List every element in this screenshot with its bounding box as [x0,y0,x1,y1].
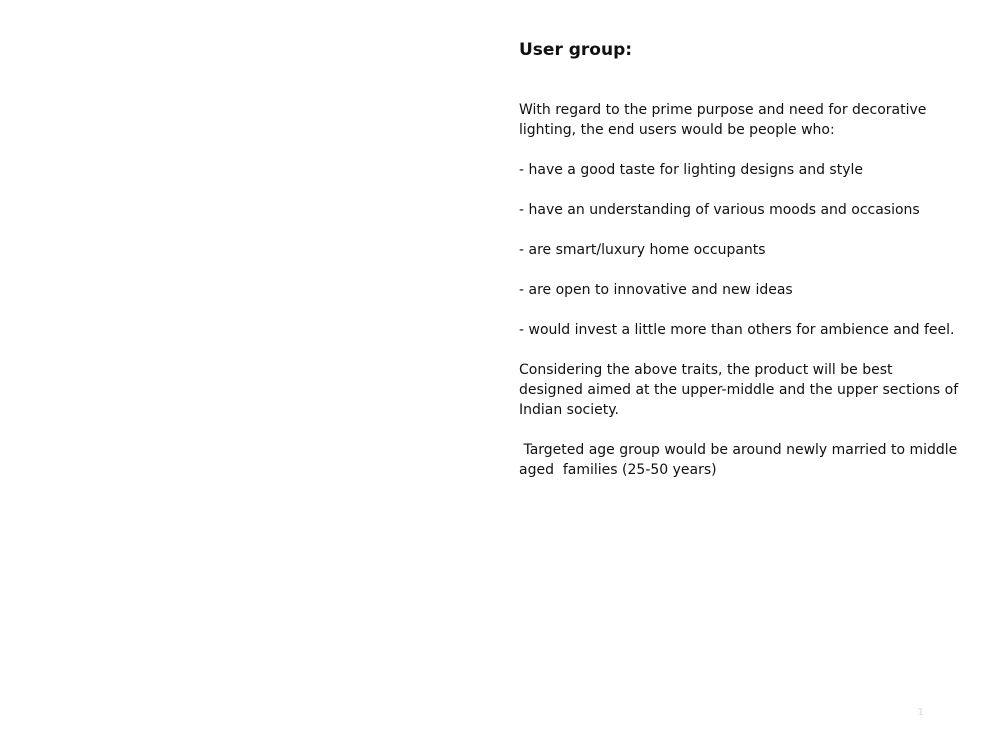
trait-item: - are open to innovative and new ideas [519,282,793,298]
page-number: 1 [917,707,924,718]
section-title: User group: [519,40,633,60]
trait-item: - would invest a little more than others for ambience and feel. [519,322,955,338]
trait-item: - have an understanding of various moods and occasions [519,202,920,218]
user-group-section [519,38,963,480]
trait-item: - are smart/luxury home occupants [519,242,766,258]
intro-paragraph: With regard to the prime purpose and need for decorative lighting, the end users would be people who: [519,102,931,138]
age-group-paragraph: Targeted age group would be around newly married to middle aged families (25-50 years) [519,442,962,478]
trait-item: - have a good taste for lighting designs and style [519,162,863,178]
conclusion-paragraph: Considering the above traits, the product will be best designed aimed at the upper-middle and the upper sections of Indian society. [519,362,963,418]
